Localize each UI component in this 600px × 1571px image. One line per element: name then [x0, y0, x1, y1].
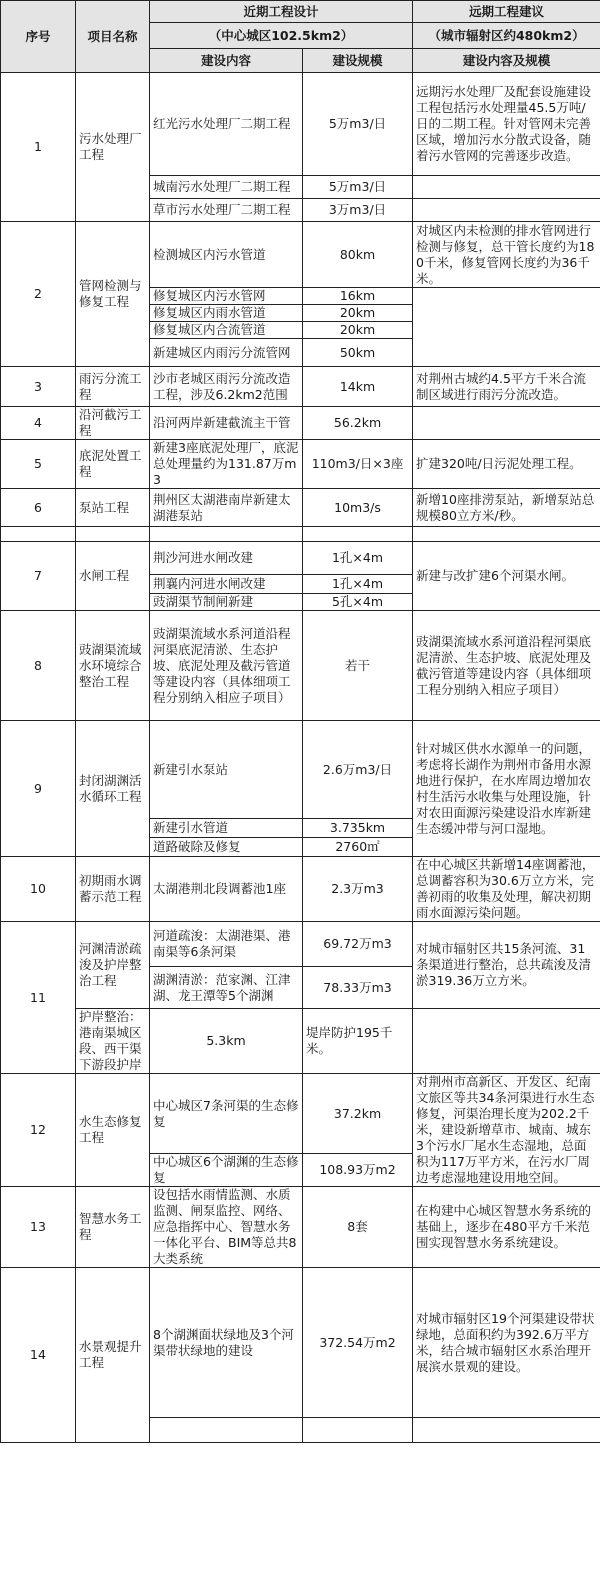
- cell-scale: 372.54万m2: [303, 1268, 413, 1418]
- cell-far: [413, 199, 600, 222]
- cell-scale: 16km: [303, 288, 413, 305]
- cell-content: 荆州区太湖港南岸新建太湖港泵站: [150, 489, 303, 527]
- cell-name: 封闭湖渊活水循环工程: [76, 721, 150, 857]
- cell-scale: 1孔×4m: [303, 542, 413, 575]
- cell-scale: 108.93万m2: [303, 1154, 413, 1187]
- cell-content: 城南污水处理厂二期工程: [150, 176, 303, 199]
- cell-no: 8: [1, 611, 76, 721]
- cell-name: 初期雨水调蓄示范工程: [76, 857, 150, 922]
- cell-far: 对荆州市高新区、开发区、纪南文旅区等共34条河渠进行水生态修复，河渠治理长度为202.2千米，建设新增草市、城南、城东3个污水厂尾水生态湿地，总面积为117万平方米，在污水厂周边考虑湿地建设用地空间。: [413, 1074, 600, 1187]
- table-row: [1, 367, 600, 407]
- cell-content: 新建引水泵站: [150, 721, 303, 819]
- cell-far: 对城区内未检测的排水管网进行检测与修复，总干管长度约为180千米，修复管网长度约为36千米。: [413, 222, 600, 288]
- table-row: [1, 611, 600, 721]
- cell-content: 沙市老城区雨污分流改造工程，涉及6.2km2范围: [150, 367, 303, 407]
- cell-content: 沿河两岸新建截流主干管: [150, 407, 303, 440]
- table-row: [1, 222, 600, 288]
- table-row: [1, 1074, 600, 1154]
- cell-far: 新增10座排涝泵站，新增泵站总规模80立方米/秒。: [413, 489, 600, 527]
- cell-content: 道路破除及修复: [150, 838, 303, 857]
- cell-scale: 5万m3/日: [303, 73, 413, 176]
- cell-name: 雨污分流工程: [76, 367, 150, 407]
- cell-no: 9: [1, 721, 76, 857]
- cell-scale: [303, 527, 413, 542]
- cell-content: 中心城区6个湖渊的生态修复: [150, 1154, 303, 1187]
- cell-content: 8个湖渊面状绿地及3个河渠带状绿地的建设: [150, 1268, 303, 1418]
- cell-scale: 14km: [303, 367, 413, 407]
- cell-name: [76, 527, 150, 542]
- header-near-term: 近期工程设计: [150, 1, 413, 23]
- cell-far: [413, 1418, 600, 1443]
- cell-far: 在中心城区共新增14座调蓄池，总调蓄容积为30.6万立方米，完善初雨的收集及处理，解决初期雨水面源污染问题。: [413, 857, 600, 922]
- cell-scale: 37.2km: [303, 1074, 413, 1154]
- cell-content: 修复城区内污水管网: [150, 288, 303, 305]
- cell-content: 草市污水处理厂二期工程: [150, 199, 303, 222]
- cell-content: 豉湖渠流域水系河道沿程河渠底泥清淤、生态护坡、底泥处理及截污管道等建设内容（具体细项工程分别纳入相应子项目）: [150, 611, 303, 721]
- cell-no: 14: [1, 1268, 76, 1443]
- table-row: [1, 542, 600, 575]
- cell-name: 管网检测与修复工程: [76, 222, 150, 367]
- cell-content: 河道疏浚：太湖港渠、港南渠等6条河渠: [150, 922, 303, 967]
- cell-no: 11: [1, 922, 76, 1074]
- table-row: [1, 527, 600, 542]
- cell-scale: 1孔×4m: [303, 575, 413, 594]
- cell-content: 荆沙河进水闸改建: [150, 542, 303, 575]
- cell-far: 扩建320吨/日污泥处理工程。: [413, 440, 600, 489]
- cell-name: 泵站工程: [76, 489, 150, 527]
- cell-name: 智慧水务工程: [76, 1187, 150, 1268]
- cell-scale: 5.3km: [150, 1009, 303, 1074]
- cell-far: 在构建中心城区智慧水务系统的基础上，逐步在480平方千米范围实现智慧水务系统建设。: [413, 1187, 600, 1268]
- cell-content: 新建引水管道: [150, 819, 303, 838]
- cell-content: 新建3座底泥处理厂，底泥总处理量约为131.87万m3: [150, 440, 303, 489]
- table-row: [1, 73, 600, 176]
- cell-far: [413, 288, 600, 367]
- cell-far: 远期污水处理厂及配套设施建设工程包括污水处理量45.5万吨/日的二期工程。针对管网未完善区域，增加污水分散式设备，随着污水管网的完善逐步改造。: [413, 73, 600, 176]
- table-row: [1, 489, 600, 527]
- cell-far: 对城市辐射区19个河渠建设带状绿地，总面积约为392.6万平方米，结合城市辐射区水系治理开展滨水景观的建设。: [413, 1268, 600, 1418]
- cell-no: 7: [1, 542, 76, 611]
- cell-scale: 50km: [303, 339, 413, 367]
- cell-no: 2: [1, 222, 76, 367]
- cell-content: 太湖港荆北段调蓄池1座: [150, 857, 303, 922]
- header-content: 建设内容: [150, 49, 303, 73]
- cell-far: 针对城区供水水源单一的问题，考虑将长湖作为荆州市备用水源地进行保护，在水库周边增加农村生活污水收集与处理设施，针对农田面源污染建设沿水库新建生态缓冲带与河口湿地。: [413, 721, 600, 857]
- cell-content: 修复城区内合流管道: [150, 322, 303, 339]
- cell-content: 红光污水处理厂二期工程: [150, 73, 303, 176]
- table-row: [1, 1187, 600, 1268]
- cell-name: 水生态修复工程: [76, 1074, 150, 1187]
- cell-no: 3: [1, 367, 76, 407]
- table-row: [1, 440, 600, 489]
- cell-content: 豉湖渠节制闸新建: [150, 594, 303, 611]
- header-scale: 建设规模: [303, 49, 413, 73]
- cell-scale: 5万m3/日: [303, 176, 413, 199]
- cell-name: 豉湖渠流域水环境综合整治工程: [76, 611, 150, 721]
- header-far-scope: （城市辐射区约480km2）: [413, 23, 600, 49]
- cell-name: 沿河截污工程: [76, 407, 150, 440]
- cell-scale: 2.3万m3: [303, 857, 413, 922]
- cell-far: [413, 407, 600, 440]
- cell-name: 污水处理厂工程: [76, 73, 150, 222]
- cell-scale: 若干: [303, 611, 413, 721]
- cell-content: 检测城区内污水管道: [150, 222, 303, 288]
- cell-no: 13: [1, 1187, 76, 1268]
- table-row: [1, 922, 600, 967]
- cell-far: [413, 527, 600, 542]
- cell-scale: 10m3/s: [303, 489, 413, 527]
- header-project: 项目名称: [76, 1, 150, 73]
- cell-no: 6: [1, 489, 76, 527]
- cell-scale: 20km: [303, 322, 413, 339]
- cell-scale: 78.33万m3: [303, 967, 413, 1009]
- cell-content: 设包括水雨情监测、水质监测、闸泵监控、网络、应急指挥中心、智慧水务一体化平台、BIM等总共8大类系统: [150, 1187, 303, 1268]
- table-row: [1, 1268, 600, 1418]
- cell-far: [413, 176, 600, 199]
- cell-scale: 2760㎡: [303, 838, 413, 857]
- cell-far: 新建与改扩建6个河渠水闸。: [413, 542, 600, 611]
- table-row: [1, 1009, 600, 1074]
- cell-no: 1: [1, 73, 76, 222]
- table-body: [1, 73, 600, 1443]
- cell-content: 湖渊清淤：范家渊、江津湖、龙王潭等5个湖渊: [150, 967, 303, 1009]
- table-row: [1, 407, 600, 440]
- cell-scale: 5孔×4m: [303, 594, 413, 611]
- cell-scale: 8套: [303, 1187, 413, 1268]
- cell-content: 新建城区内雨污分流管网: [150, 339, 303, 367]
- header-near-scope: （中心城区102.5km2）: [150, 23, 413, 49]
- cell-name: 水景观提升工程: [76, 1268, 150, 1443]
- cell-name: 河渊清淤疏浚及护岸整治工程: [76, 922, 150, 1009]
- cell-content: 护岸整治：港南渠城区段、西干渠下游段护岸: [76, 1009, 150, 1074]
- cell-content: [150, 1418, 303, 1443]
- cell-scale: 56.2km: [303, 407, 413, 440]
- cell-far: 豉湖渠流域水系河道沿程河渠底泥清淤、生态护坡、底泥处理及截污管道等建设内容（具体细项工程分别纳入相应子项目）: [413, 611, 600, 721]
- cell-far: 对城市辐射区共15条河流、31条渠道进行整治，总共疏浚及清淤319.36万立方米。: [413, 922, 600, 1009]
- cell-name: 水闸工程: [76, 542, 150, 611]
- cell-far: 堤岸防护195千米。: [303, 1009, 413, 1074]
- header-no: 序号: [1, 1, 76, 73]
- table-row: [1, 857, 600, 922]
- cell-no: 12: [1, 1074, 76, 1187]
- cell-scale: 110m3/日×3座: [303, 440, 413, 489]
- cell-far: 对荆州古城约4.5平方千米合流制区域进行雨污分流改造。: [413, 367, 600, 407]
- header-far-term: 远期工程建议: [413, 1, 600, 23]
- cell-scale: 69.72万m3: [303, 922, 413, 967]
- cell-content: 修复城区内雨水管道: [150, 305, 303, 322]
- cell-scale: 3.735km: [303, 819, 413, 838]
- cell-no: 4: [1, 407, 76, 440]
- cell-scale: 20km: [303, 305, 413, 322]
- cell-no: 5: [1, 440, 76, 489]
- cell-scale: [303, 1418, 413, 1443]
- cell-name: 底泥处置工程: [76, 440, 150, 489]
- table-row: [1, 721, 600, 819]
- cell-no: [1, 527, 76, 542]
- cell-content: 荆襄内河进水闸改建: [150, 575, 303, 594]
- header-far-content: 建设内容及规模: [413, 49, 600, 73]
- cell-content: [150, 527, 303, 542]
- cell-scale: 2.6万m3/日: [303, 721, 413, 819]
- cell-no: 10: [1, 857, 76, 922]
- cell-scale: 80km: [303, 222, 413, 288]
- cell-scale: 3万m3/日: [303, 199, 413, 222]
- cell-content: 中心城区7条河渠的生态修复: [150, 1074, 303, 1154]
